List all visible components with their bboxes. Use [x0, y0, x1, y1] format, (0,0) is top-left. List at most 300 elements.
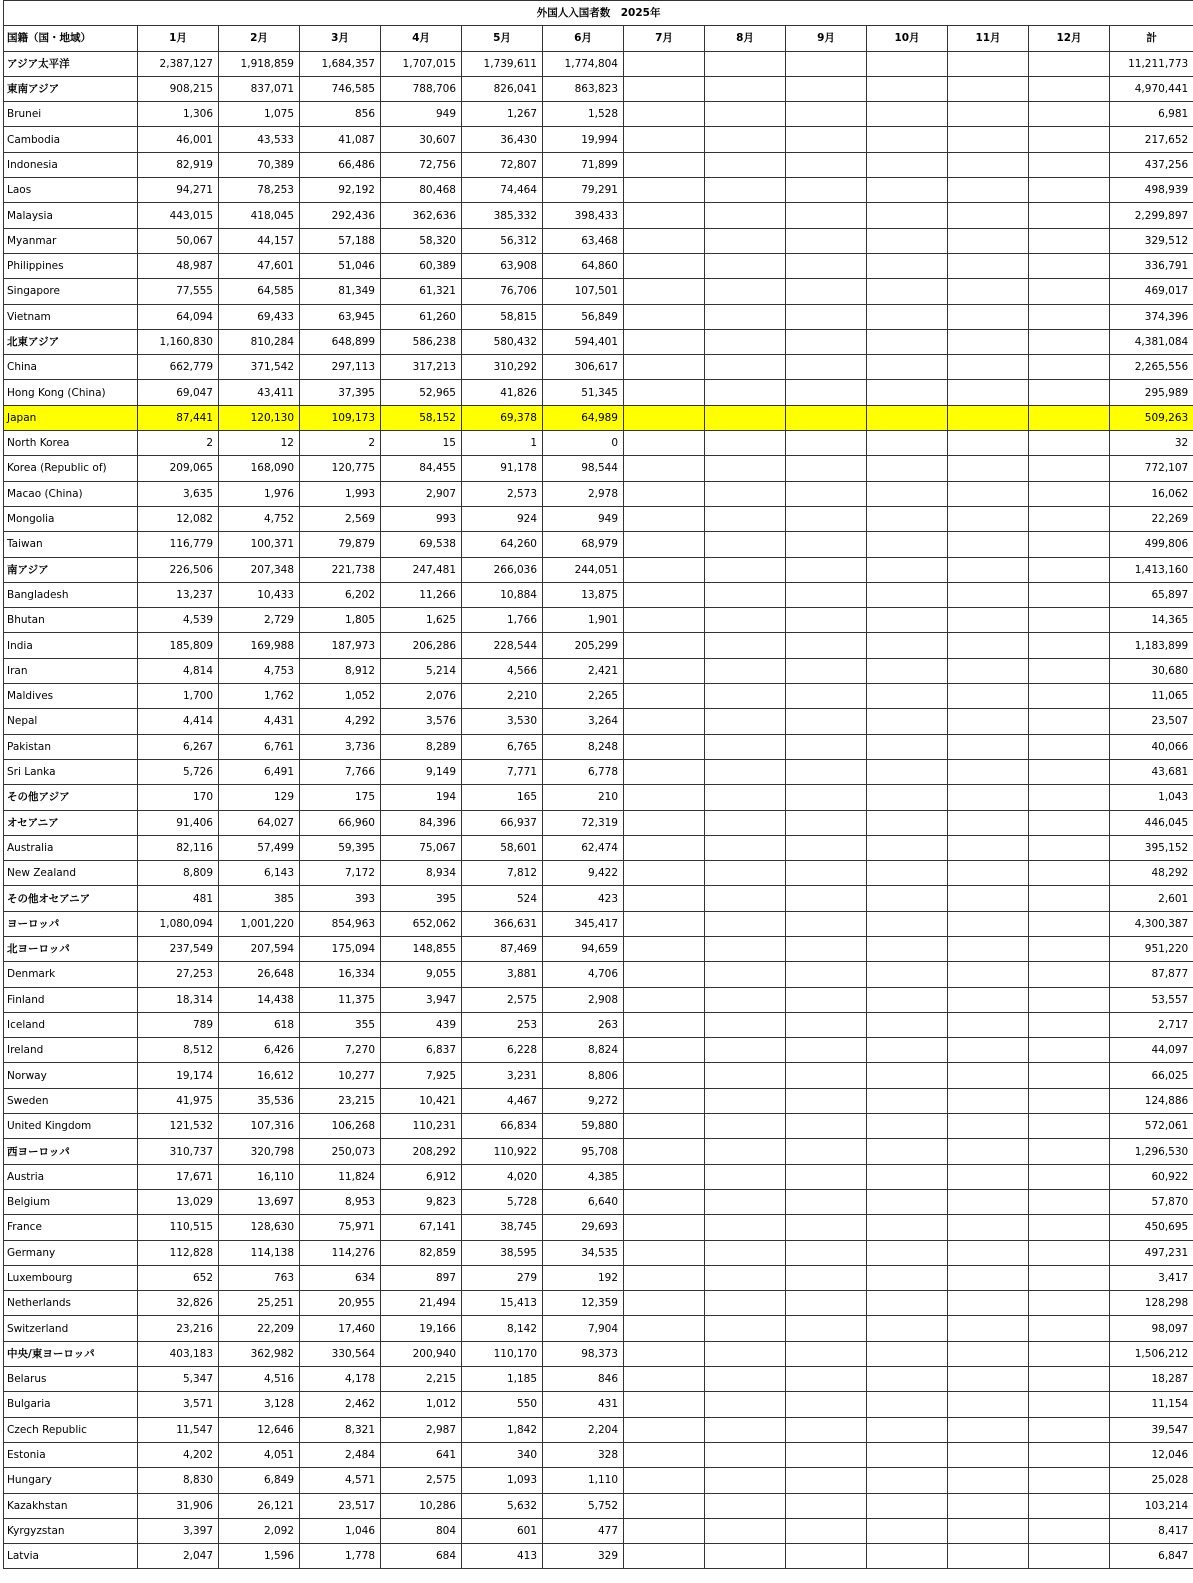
month-cell: 3,571 — [138, 1392, 219, 1417]
month-cell: 4,706 — [543, 962, 624, 987]
month-cell — [1029, 355, 1110, 380]
month-cell — [624, 987, 705, 1012]
month-cell: 41,826 — [462, 380, 543, 405]
month-cell — [705, 1367, 786, 1392]
month-cell — [624, 608, 705, 633]
month-cell — [705, 1139, 786, 1164]
row-label: 西ヨーロッパ — [4, 1139, 138, 1164]
table-row — [4, 1164, 1193, 1189]
month-cell: 8,824 — [543, 1038, 624, 1063]
total-cell: 14,365 — [1110, 608, 1193, 633]
month-cell: 317,213 — [381, 355, 462, 380]
month-cell: 61,321 — [381, 279, 462, 304]
month-cell: 12,359 — [543, 1291, 624, 1316]
month-cell — [786, 1392, 867, 1417]
month-cell: 366,631 — [462, 911, 543, 936]
month-cell — [867, 1316, 948, 1341]
month-cell: 310,292 — [462, 355, 543, 380]
table-row — [4, 355, 1193, 380]
month-cell: 340 — [462, 1442, 543, 1467]
month-cell — [705, 279, 786, 304]
month-cell — [1029, 329, 1110, 354]
month-cell — [624, 1189, 705, 1214]
total-cell: 32 — [1110, 431, 1193, 456]
month-cell — [948, 1088, 1029, 1113]
month-cell: 11,547 — [138, 1417, 219, 1442]
month-cell: 14,438 — [219, 987, 300, 1012]
row-label: Brunei — [4, 102, 138, 127]
month-cell: 35,536 — [219, 1088, 300, 1113]
month-cell — [705, 1518, 786, 1543]
month-cell: 3,397 — [138, 1518, 219, 1543]
row-label: Netherlands — [4, 1291, 138, 1316]
month-cell — [867, 228, 948, 253]
month-cell: 330,564 — [300, 1341, 381, 1366]
month-cell — [867, 127, 948, 152]
table-row — [4, 684, 1193, 709]
month-cell — [624, 1544, 705, 1569]
table-row — [4, 658, 1193, 683]
month-cell — [867, 886, 948, 911]
month-cell — [786, 431, 867, 456]
month-cell: 43,411 — [219, 380, 300, 405]
column-header: 7月 — [624, 26, 705, 51]
month-cell: 524 — [462, 886, 543, 911]
month-cell: 208,292 — [381, 1139, 462, 1164]
month-cell — [948, 835, 1029, 860]
month-cell — [948, 532, 1029, 557]
month-cell: 92,192 — [300, 178, 381, 203]
month-cell: 826,041 — [462, 76, 543, 101]
month-cell: 634 — [300, 1265, 381, 1290]
month-cell: 7,771 — [462, 759, 543, 784]
month-cell — [786, 1215, 867, 1240]
month-cell — [705, 506, 786, 531]
month-cell — [867, 304, 948, 329]
month-cell — [1029, 1518, 1110, 1543]
month-cell: 1,707,015 — [381, 51, 462, 76]
row-label: Malaysia — [4, 203, 138, 228]
month-cell: 431 — [543, 1392, 624, 1417]
month-cell — [624, 1367, 705, 1392]
month-cell — [948, 582, 1029, 607]
total-cell: 446,045 — [1110, 810, 1193, 835]
row-label: ヨーロッパ — [4, 911, 138, 936]
month-cell: 209,065 — [138, 456, 219, 481]
month-cell — [624, 380, 705, 405]
month-cell: 2 — [300, 431, 381, 456]
column-header: 12月 — [1029, 26, 1110, 51]
month-cell — [705, 1544, 786, 1569]
month-cell — [705, 759, 786, 784]
total-cell: 57,870 — [1110, 1189, 1193, 1214]
total-cell: 3,417 — [1110, 1265, 1193, 1290]
month-cell — [705, 304, 786, 329]
month-cell: 310,737 — [138, 1139, 219, 1164]
month-cell: 69,378 — [462, 405, 543, 430]
month-cell: 2,265 — [543, 684, 624, 709]
month-cell: 1,012 — [381, 1392, 462, 1417]
month-cell — [786, 152, 867, 177]
row-label: Japan — [4, 405, 138, 430]
total-cell: 98,097 — [1110, 1316, 1193, 1341]
month-cell — [786, 886, 867, 911]
month-cell — [624, 1291, 705, 1316]
month-cell — [1029, 1114, 1110, 1139]
total-cell: 60,922 — [1110, 1164, 1193, 1189]
row-label: Norway — [4, 1063, 138, 1088]
month-cell: 924 — [462, 506, 543, 531]
month-cell: 11,266 — [381, 582, 462, 607]
month-cell: 19,174 — [138, 1063, 219, 1088]
month-cell: 8,912 — [300, 658, 381, 683]
month-cell: 413 — [462, 1544, 543, 1569]
row-label: Bulgaria — [4, 1392, 138, 1417]
month-cell: 4,516 — [219, 1367, 300, 1392]
table-row-region — [4, 886, 1193, 911]
row-label: France — [4, 1215, 138, 1240]
total-cell: 1,413,160 — [1110, 557, 1193, 582]
month-cell: 64,027 — [219, 810, 300, 835]
month-cell: 9,422 — [543, 861, 624, 886]
month-cell: 47,601 — [219, 253, 300, 278]
month-cell: 1,160,830 — [138, 329, 219, 354]
month-cell: 2,215 — [381, 1367, 462, 1392]
month-cell — [1029, 431, 1110, 456]
month-cell — [786, 987, 867, 1012]
month-cell: 10,884 — [462, 582, 543, 607]
month-cell: 68,979 — [543, 532, 624, 557]
month-cell — [1029, 734, 1110, 759]
month-cell — [624, 886, 705, 911]
month-cell: 601 — [462, 1518, 543, 1543]
month-cell: 1,093 — [462, 1468, 543, 1493]
month-cell: 23,216 — [138, 1316, 219, 1341]
table-row — [4, 102, 1193, 127]
month-cell — [786, 709, 867, 734]
month-cell: 75,067 — [381, 835, 462, 860]
month-cell: 641 — [381, 1442, 462, 1467]
month-cell: 13,237 — [138, 582, 219, 607]
month-cell: 44,157 — [219, 228, 300, 253]
month-cell: 34,535 — [543, 1240, 624, 1265]
month-cell: 8,806 — [543, 1063, 624, 1088]
total-cell: 2,717 — [1110, 1012, 1193, 1037]
month-cell — [1029, 456, 1110, 481]
month-cell: 63,945 — [300, 304, 381, 329]
row-label: Hungary — [4, 1468, 138, 1493]
total-cell: 22,269 — [1110, 506, 1193, 531]
row-label: Australia — [4, 835, 138, 860]
month-cell — [705, 1468, 786, 1493]
month-cell — [867, 1468, 948, 1493]
month-cell — [867, 962, 948, 987]
month-cell — [786, 557, 867, 582]
month-cell: 1,993 — [300, 481, 381, 506]
table-row — [4, 962, 1193, 987]
month-cell — [948, 1468, 1029, 1493]
month-cell — [948, 1164, 1029, 1189]
row-label: 北東アジア — [4, 329, 138, 354]
month-cell — [705, 203, 786, 228]
month-cell: 652,062 — [381, 911, 462, 936]
month-cell: 185,809 — [138, 633, 219, 658]
month-cell — [1029, 532, 1110, 557]
month-cell — [786, 1189, 867, 1214]
month-cell: 69,433 — [219, 304, 300, 329]
month-cell — [867, 911, 948, 936]
column-header: 9月 — [786, 26, 867, 51]
month-cell: 1,700 — [138, 684, 219, 709]
month-cell: 82,859 — [381, 1240, 462, 1265]
column-header: 8月 — [705, 26, 786, 51]
month-cell: 4,051 — [219, 1442, 300, 1467]
month-cell: 51,345 — [543, 380, 624, 405]
month-cell: 72,807 — [462, 152, 543, 177]
month-cell — [786, 279, 867, 304]
month-cell — [705, 709, 786, 734]
month-cell — [1029, 936, 1110, 961]
month-cell: 7,925 — [381, 1063, 462, 1088]
month-cell — [1029, 127, 1110, 152]
month-cell — [1029, 1442, 1110, 1467]
month-cell — [1029, 178, 1110, 203]
total-cell: 1,296,530 — [1110, 1139, 1193, 1164]
month-cell: 67,141 — [381, 1215, 462, 1240]
month-cell: 64,860 — [543, 253, 624, 278]
title-row — [4, 1, 1193, 26]
row-label: Singapore — [4, 279, 138, 304]
month-cell: 100,371 — [219, 532, 300, 557]
month-cell — [948, 355, 1029, 380]
total-cell: 23,507 — [1110, 709, 1193, 734]
column-header: 2月 — [219, 26, 300, 51]
row-label: Maldives — [4, 684, 138, 709]
month-cell: 74,464 — [462, 178, 543, 203]
month-cell: 36,430 — [462, 127, 543, 152]
month-cell: 244,051 — [543, 557, 624, 582]
month-cell — [624, 1038, 705, 1063]
table-row — [4, 1367, 1193, 1392]
month-cell: 4,467 — [462, 1088, 543, 1113]
month-cell — [948, 228, 1029, 253]
month-cell: 205,299 — [543, 633, 624, 658]
month-cell — [948, 127, 1029, 152]
month-cell: 810,284 — [219, 329, 300, 354]
column-header: 計 — [1110, 26, 1193, 51]
row-label: その他オセアニア — [4, 886, 138, 911]
month-cell — [867, 1367, 948, 1392]
month-cell — [624, 1442, 705, 1467]
month-cell — [867, 709, 948, 734]
month-cell: 1,684,357 — [300, 51, 381, 76]
month-cell: 3,530 — [462, 709, 543, 734]
month-cell: 128,630 — [219, 1215, 300, 1240]
month-cell — [624, 759, 705, 784]
month-cell: 8,248 — [543, 734, 624, 759]
month-cell — [786, 759, 867, 784]
month-cell — [867, 785, 948, 810]
table-row — [4, 279, 1193, 304]
month-cell: 110,231 — [381, 1114, 462, 1139]
month-cell: 393 — [300, 886, 381, 911]
month-cell: 10,433 — [219, 582, 300, 607]
table-row — [4, 633, 1193, 658]
month-cell — [948, 684, 1029, 709]
month-cell — [786, 1367, 867, 1392]
month-cell — [786, 1063, 867, 1088]
month-cell — [948, 405, 1029, 430]
month-cell — [948, 1442, 1029, 1467]
month-cell: 107,501 — [543, 279, 624, 304]
month-cell: 2,987 — [381, 1417, 462, 1442]
month-cell — [786, 608, 867, 633]
month-cell — [867, 1493, 948, 1518]
month-cell — [786, 1417, 867, 1442]
month-cell: 2,575 — [381, 1468, 462, 1493]
month-cell — [786, 1442, 867, 1467]
month-cell: 8,830 — [138, 1468, 219, 1493]
month-cell: 6,761 — [219, 734, 300, 759]
row-label: 北ヨーロッパ — [4, 936, 138, 961]
row-label: Estonia — [4, 1442, 138, 1467]
month-cell — [624, 481, 705, 506]
month-cell: 8,142 — [462, 1316, 543, 1341]
month-cell — [786, 785, 867, 810]
total-cell: 772,107 — [1110, 456, 1193, 481]
month-cell — [624, 1063, 705, 1088]
month-cell: 1,306 — [138, 102, 219, 127]
month-cell: 66,486 — [300, 152, 381, 177]
month-cell: 8,289 — [381, 734, 462, 759]
month-cell — [867, 481, 948, 506]
month-cell — [705, 1417, 786, 1442]
month-cell: 2,387,127 — [138, 51, 219, 76]
table-row — [4, 1114, 1193, 1139]
table-row — [4, 987, 1193, 1012]
month-cell — [786, 582, 867, 607]
month-cell: 58,320 — [381, 228, 462, 253]
row-label: Luxembourg — [4, 1265, 138, 1290]
month-cell — [624, 785, 705, 810]
month-cell — [705, 329, 786, 354]
month-cell: 550 — [462, 1392, 543, 1417]
month-cell — [867, 582, 948, 607]
row-label: Ireland — [4, 1038, 138, 1063]
month-cell — [624, 127, 705, 152]
month-cell: 320,798 — [219, 1139, 300, 1164]
month-cell — [948, 1291, 1029, 1316]
month-cell — [786, 355, 867, 380]
month-cell — [624, 279, 705, 304]
month-cell: 20,955 — [300, 1291, 381, 1316]
month-cell: 91,406 — [138, 810, 219, 835]
month-cell — [705, 886, 786, 911]
month-cell: 69,047 — [138, 380, 219, 405]
month-cell — [1029, 51, 1110, 76]
month-cell — [786, 1291, 867, 1316]
month-cell — [786, 1114, 867, 1139]
month-cell: 7,904 — [543, 1316, 624, 1341]
month-cell: 7,270 — [300, 1038, 381, 1063]
month-cell: 61,260 — [381, 304, 462, 329]
month-cell: 79,879 — [300, 532, 381, 557]
month-cell — [705, 810, 786, 835]
month-cell — [1029, 1012, 1110, 1037]
month-cell: 121,532 — [138, 1114, 219, 1139]
month-cell — [948, 1544, 1029, 1569]
month-cell — [624, 1164, 705, 1189]
total-cell: 2,265,556 — [1110, 355, 1193, 380]
month-cell — [786, 1240, 867, 1265]
month-cell: 7,812 — [462, 861, 543, 886]
month-cell — [624, 431, 705, 456]
month-cell — [867, 506, 948, 531]
month-cell — [1029, 1316, 1110, 1341]
total-cell: 395,152 — [1110, 835, 1193, 860]
month-cell — [624, 835, 705, 860]
month-cell: 60,389 — [381, 253, 462, 278]
month-cell — [948, 1518, 1029, 1543]
month-cell: 0 — [543, 431, 624, 456]
month-cell: 77,555 — [138, 279, 219, 304]
month-cell: 3,264 — [543, 709, 624, 734]
month-cell — [948, 557, 1029, 582]
month-cell: 3,128 — [219, 1392, 300, 1417]
month-cell — [624, 1012, 705, 1037]
month-cell: 207,348 — [219, 557, 300, 582]
month-cell: 949 — [543, 506, 624, 531]
total-cell: 48,292 — [1110, 861, 1193, 886]
month-cell — [786, 329, 867, 354]
month-cell — [867, 1240, 948, 1265]
month-cell: 10,421 — [381, 1088, 462, 1113]
row-label: Korea (Republic of) — [4, 456, 138, 481]
month-cell — [1029, 1544, 1110, 1569]
month-cell — [705, 380, 786, 405]
month-cell: 64,585 — [219, 279, 300, 304]
month-cell: 64,260 — [462, 532, 543, 557]
month-cell — [1029, 405, 1110, 430]
month-cell — [1029, 152, 1110, 177]
month-cell: 477 — [543, 1518, 624, 1543]
month-cell: 481 — [138, 886, 219, 911]
month-cell: 37,395 — [300, 380, 381, 405]
month-cell — [705, 1164, 786, 1189]
month-cell: 17,671 — [138, 1164, 219, 1189]
month-cell — [867, 608, 948, 633]
month-cell: 1,110 — [543, 1468, 624, 1493]
month-cell: 114,138 — [219, 1240, 300, 1265]
month-cell: 6,837 — [381, 1038, 462, 1063]
total-cell: 329,512 — [1110, 228, 1193, 253]
table-row — [4, 481, 1193, 506]
month-cell: 9,149 — [381, 759, 462, 784]
total-cell: 53,557 — [1110, 987, 1193, 1012]
month-cell: 66,960 — [300, 810, 381, 835]
row-label: Indonesia — [4, 152, 138, 177]
month-cell — [1029, 1139, 1110, 1164]
month-cell — [1029, 279, 1110, 304]
month-cell: 2,092 — [219, 1518, 300, 1543]
month-cell: 58,815 — [462, 304, 543, 329]
row-label: Switzerland — [4, 1316, 138, 1341]
month-cell: 846 — [543, 1367, 624, 1392]
month-cell: 50,067 — [138, 228, 219, 253]
month-cell — [1029, 582, 1110, 607]
month-cell: 908,215 — [138, 76, 219, 101]
row-label: North Korea — [4, 431, 138, 456]
